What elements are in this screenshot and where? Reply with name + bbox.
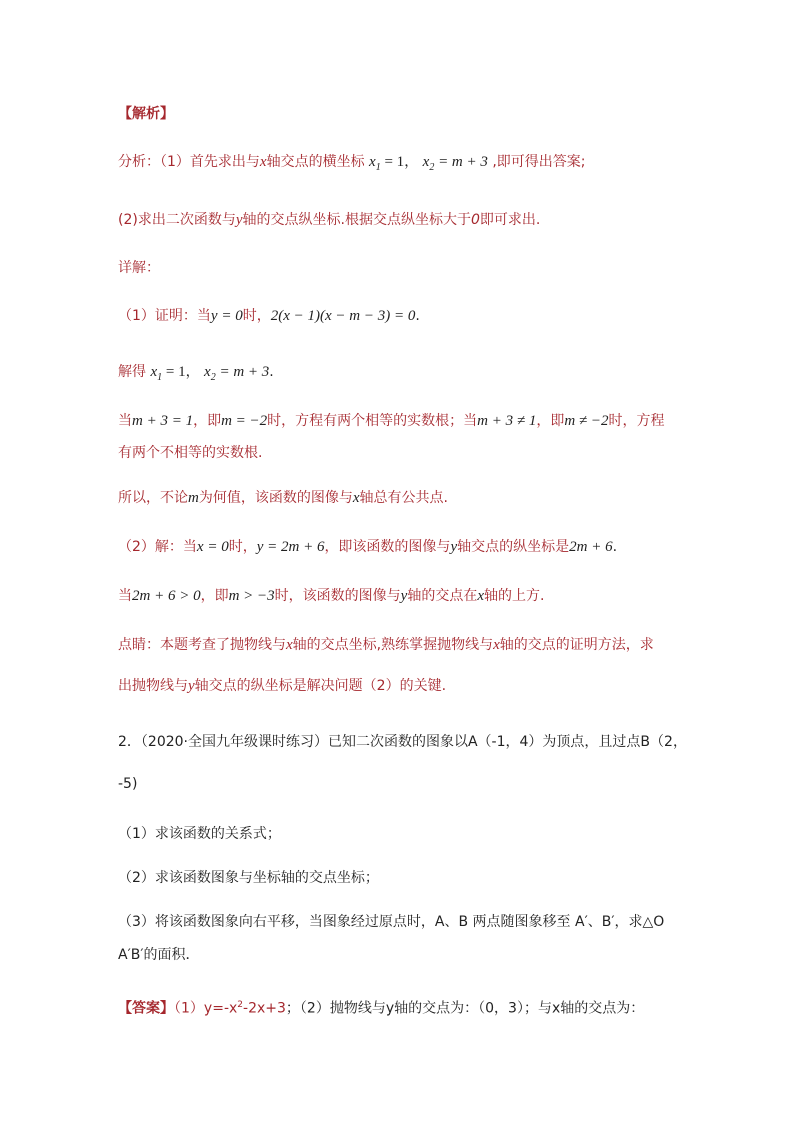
detail-step-3: 当m + 3 = 1，即m = −2时，方程有两个相等的实数根；当m + 3 ≠ 1，即m ≠ −2时，方程 [118,413,665,429]
detail-step-1: （1）证明：当y = 0时，2(x − 1)(x − m − 3) = 0. [118,308,420,324]
question-2-line-1: 2．（2020·全国九年级课时练习）已知二次函数的图象以A（-1，4）为顶点，且过点B（2， [118,734,687,750]
math-x1: $x_1$ [369,154,381,173]
detail-label: 详解： [118,260,160,276]
analysis-header: 【解析】 [118,106,174,122]
analysis-label: 分析： [118,154,160,170]
question-2-part-3-cont: A′B′的面积． [118,947,200,963]
analysis-line-2: (2)求出二次函数与y轴的交点纵坐标.根据交点纵坐标大于0即可求出. [118,212,541,228]
question-2-part-3: （3）将该函数图象向右平移，当图象经过原点时，A、B 两点随图象移至 A′、B′，求△O [118,914,665,930]
dianjing-line-1: 点睛：本题考查了抛物线与x轴的交点坐标,熟练掌握抛物线与x轴的交点的证明方法，求 [118,637,654,653]
detail-step-6: 当2m + 6 > 0，即m > −3时，该函数的图像与y轴的交点在x轴的上方. [118,588,545,604]
detail-step-4: 所以，不论m为何值，该函数的图像与x轴总有公共点. [118,490,448,506]
dianjing-line-2: 出抛物线与y轴交点的纵坐标是解决问题（2）的关键. [118,678,447,694]
answer-label: 【答案】 [118,1000,174,1017]
math-x2: $x_2$ [422,154,435,173]
detail-step-3-cont: 有两个不相等的实数根. [118,445,263,461]
analysis-line-1: 分析：（1）首先求出与x轴交点的横坐标 $x_1 = 1$， $x_2 = m + 3$ ,即可得出答案; [118,154,586,173]
question-2-part-2: （2）求该函数图象与坐标轴的交点坐标； [118,870,379,886]
detail-step-2: 解得 $x_1 = 1$， $x_2 = m + 3$. [118,364,274,383]
question-2-line-2: -5) [118,776,138,792]
question-2-part-1: （1）求该函数的关系式； [118,826,281,842]
answer-line: 【答案】$(1)y=-x^2-2x+3$；（2）抛物线与y轴的交点为：（0，3）；与x轴的交点为： [118,1000,645,1017]
math-equation: 2(x − 1)(x − m − 3) = 0 [270,308,416,324]
detail-step-5: （2）解：当x = 0时，y = 2m + 6，即该函数的图像与y轴交点的纵坐标是2m + 6. [118,539,618,555]
